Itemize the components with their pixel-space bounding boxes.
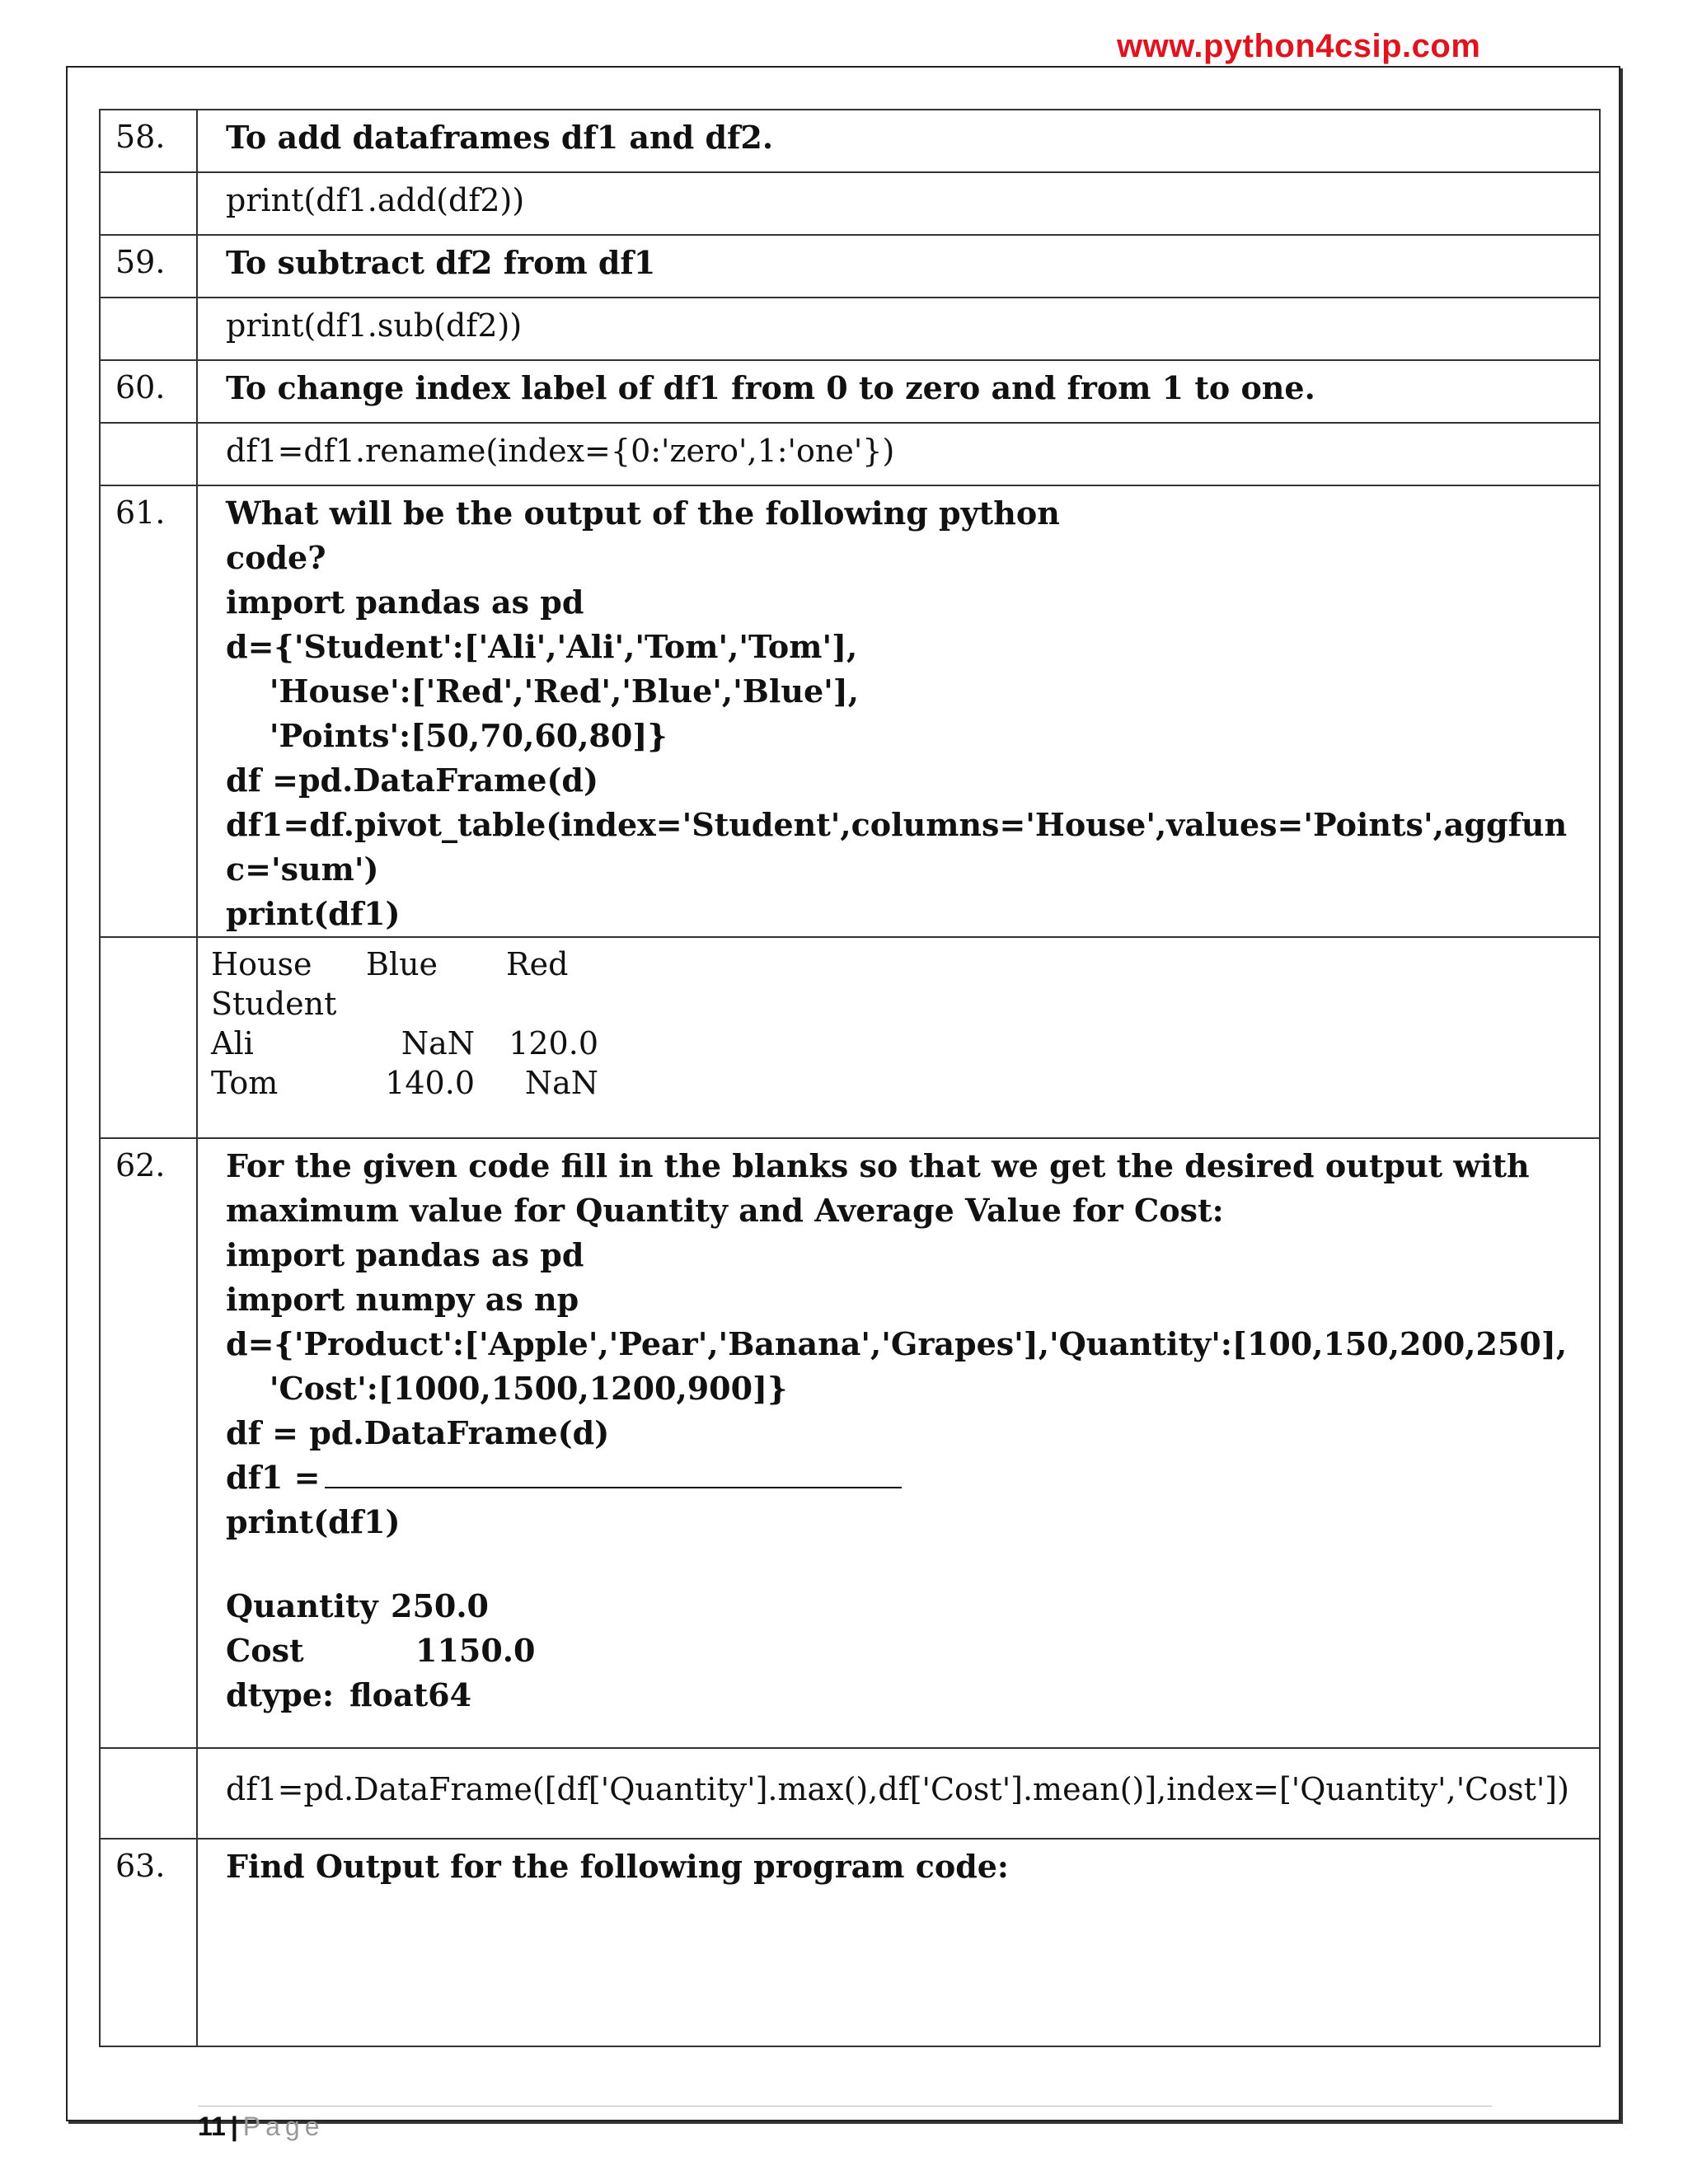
- question-number: 59.: [100, 235, 197, 298]
- code-line: d={'Student':['Ali','Ali','Tom','Tom'],: [226, 628, 858, 665]
- answer-row-61: [100, 937, 1600, 1138]
- output-row: [211, 1024, 1599, 1063]
- code-line: import numpy as np: [226, 1281, 579, 1318]
- code-line: print(df1): [226, 1503, 401, 1540]
- output-row: [211, 1063, 1599, 1103]
- page-separator: |: [230, 2111, 238, 2141]
- question-row-62: [100, 1138, 1600, 1748]
- question-text: To add dataframes df1 and df2.: [197, 110, 1600, 172]
- question-line: For the given code fill in the blanks so that we get the desired output with maximum value for Quantity and Average Value for Cost:: [226, 1147, 1530, 1229]
- output-cell: Cost: [226, 1632, 304, 1669]
- answer-row-58: [100, 172, 1600, 235]
- code-line: df = pd.DataFrame(d): [226, 1414, 610, 1451]
- code-line: df =pd.DataFrame(d): [226, 762, 598, 799]
- page-number: 11: [198, 2111, 226, 2141]
- page-footer: [198, 2111, 325, 2142]
- question-text: [197, 1138, 1600, 1748]
- question-row-63: [100, 1839, 1600, 2046]
- question-row-59: [100, 235, 1600, 298]
- output-cell: NaN: [401, 1025, 475, 1062]
- output-cell: dtype:: [226, 1676, 334, 1713]
- question-text: [197, 485, 1600, 937]
- fill-blank: [325, 1457, 902, 1488]
- question-line: code?: [226, 539, 326, 576]
- question-text: Find Output for the following program code:: [197, 1839, 1600, 2046]
- question-number: 60.: [100, 360, 197, 423]
- code-line: 'Cost':[1000,1500,1200,900]}: [226, 1370, 788, 1407]
- question-text: To subtract df2 from df1: [197, 235, 1600, 298]
- desired-output: [226, 1584, 1574, 1718]
- answer-row-62: [100, 1748, 1600, 1839]
- blank-line: [226, 1455, 1574, 1500]
- output-cell: 140.0: [385, 1065, 475, 1101]
- answer-row-59: [100, 298, 1600, 360]
- output-cell: Blue: [366, 946, 438, 982]
- page-label: Page: [242, 2111, 325, 2141]
- output-cell: 250.0: [391, 1587, 489, 1624]
- code-line: d={'Product':['Apple','Pear','Banana','Grapes'],'Quantity':[100,150,200,250],: [226, 1325, 1568, 1362]
- output-cell: float64: [349, 1676, 472, 1713]
- answer-row-60: [100, 423, 1600, 485]
- question-number: 63.: [100, 1839, 197, 2046]
- output-cell: NaN: [524, 1065, 598, 1101]
- question-line: What will be the output of the following python: [226, 494, 1060, 532]
- question-number: 58.: [100, 110, 197, 172]
- output-header: [211, 944, 1599, 984]
- output-cell: Tom: [211, 1065, 279, 1101]
- question-number: 61.: [100, 485, 197, 937]
- output-index-name: Student: [211, 986, 337, 1022]
- site-url[interactable]: www.python4csip.com: [1117, 28, 1481, 64]
- code-line: import pandas as pd: [226, 583, 584, 621]
- output-cell: Ali: [211, 1025, 254, 1062]
- output-table: [197, 937, 1600, 1138]
- output-cell: Red: [506, 946, 569, 982]
- questions-table: [99, 109, 1601, 2047]
- question-text: To change index label of df1 from 0 to zero and from 1 to one.: [197, 360, 1600, 423]
- output-cell: House: [211, 946, 312, 982]
- question-row-58: [100, 110, 1600, 172]
- answer-text: print(df1.sub(df2)): [197, 298, 1600, 360]
- answer-text: print(df1.add(df2)): [197, 172, 1600, 235]
- output-cell: 120.0: [509, 1025, 598, 1062]
- code-line: df1=df.pivot_table(index='Student',columns='House',values='Points',aggfunc='sum'): [226, 806, 1568, 888]
- output-cell: 1150.0: [415, 1632, 536, 1669]
- answer-text: df1=pd.DataFrame([df['Quantity'].max(),df['Cost'].mean()],index=['Quantity','Cost']): [197, 1748, 1600, 1839]
- answer-text: df1=df1.rename(index={0:'zero',1:'one'}): [197, 423, 1600, 485]
- question-row-61: [100, 485, 1600, 937]
- question-row-60: [100, 360, 1600, 423]
- question-number: 62.: [100, 1138, 197, 1748]
- code-line: import pandas as pd: [226, 1236, 584, 1273]
- blank-prefix: df1 =: [226, 1459, 321, 1496]
- code-line: 'Points':[50,70,60,80]}: [226, 717, 668, 754]
- footer-divider: [198, 2106, 1492, 2107]
- code-line: 'House':['Red','Red','Blue','Blue'],: [226, 673, 859, 710]
- code-line: print(df1): [226, 895, 401, 932]
- output-cell: Quantity: [226, 1587, 378, 1624]
